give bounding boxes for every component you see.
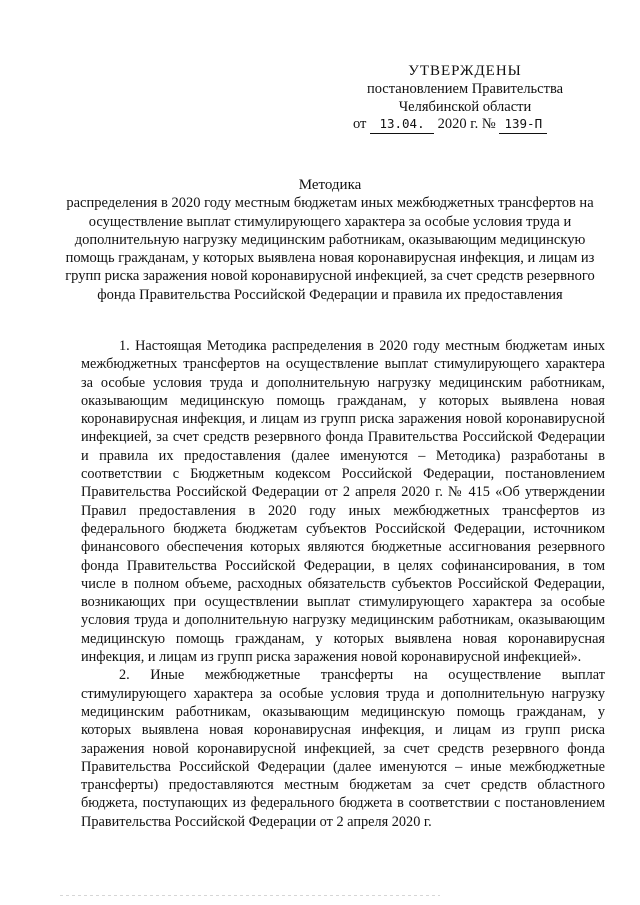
approval-block [353, 62, 570, 132]
document-subtitle: распределения в 2020 году местным бюджетам иных межбюджетных трансфертов на осуществление выплат стимулирующего характера за особые условия труда и дополнительную нагрузку медицинским работникам, оказывающим медицинскую помощь гражданам, у которых выявлена новая коронавирусная инфекция, и лицам из групп риска заражения новой коронавирусной инфекцией, за счет средств резервного фонда Правительства Российской Федерации и правила их предоставления [65, 195, 595, 303]
from-label: от [353, 116, 367, 132]
approval-line-decree: постановлением Правительства [366, 81, 564, 97]
paragraph-2: 2. Иные межбюджетные трансферты на осуществление выплат стимулирующего характера за особые условия труда и дополнительную нагрузку медицинским работникам, оказывающим медицинскую помощь гражданам, у которых выявлена новая коронавирусная инфекция, и лицам из групп риска заражения новой коронавирусной инфекцией, за счет средств резервного фонда Правительства Российской Федерации (далее именуются – иные межбюджетные трансферты) предоставляются местным бюджетам за счет средств областного бюджета, поступающих из федерального бюджета в соответствии с постановлением Правительства Российской Федерации от 2 апреля 2020 г. [81, 667, 605, 830]
decree-date: 13.04. [370, 117, 434, 134]
decree-number: 139-П [499, 117, 547, 134]
approval-date-line [353, 115, 593, 134]
scan-artifact-line [60, 895, 440, 896]
document-title: Методика [298, 177, 362, 193]
document-title-block [60, 176, 600, 304]
year-number-label: 2020 г. № [437, 116, 496, 132]
approval-heading: УТВЕРЖДЕНЫ [408, 63, 522, 79]
document-body [81, 337, 605, 831]
paragraph-1: 1. Настоящая Методика распределения в 2020 году местным бюджетам иных межбюджетных трансфертов на осуществление выплат стимулирующего характера за особые условия труда и дополнительную нагрузку медицинским работникам, оказывающим медицинскую помощь гражданам, у которых выявлена новая коронавирусная инфекция, и лицам из групп риска заражения новой коронавирусной инфекцией, за счет средств резервного фонда Правительства Российской Федерации и правила их предоставления (далее именуются – Методика) разработаны в соответствии с Бюджетным кодексом Российской Федерации, постановлением Правительства Российской Федерации от 2 апреля 2020 г. № 415 «Об утверждении Правил предоставления в 2020 году иных межбюджетных трансфертов из федерального бюджета бюджетам субъектов Российской Федерации, источником финансового обеспечения которых являются бюджетные ассигнования резервного фонда Правительства Российской Федерации, в целях софинансирования, в том числе в полном объеме, расходных обязательств субъектов Российской Федерации, возникающих при осуществлении выплат стимулирующего характера за особые условия труда и дополнительную нагрузку медицинским работникам, оказывающим медицинскую помощь гражданам, у которых выявлена новая коронавирусная инфекция, и лицам из групп риска заражения новой коронавирусной инфекцией». [81, 338, 605, 666]
approval-line-region: Челябинской области [398, 99, 532, 115]
